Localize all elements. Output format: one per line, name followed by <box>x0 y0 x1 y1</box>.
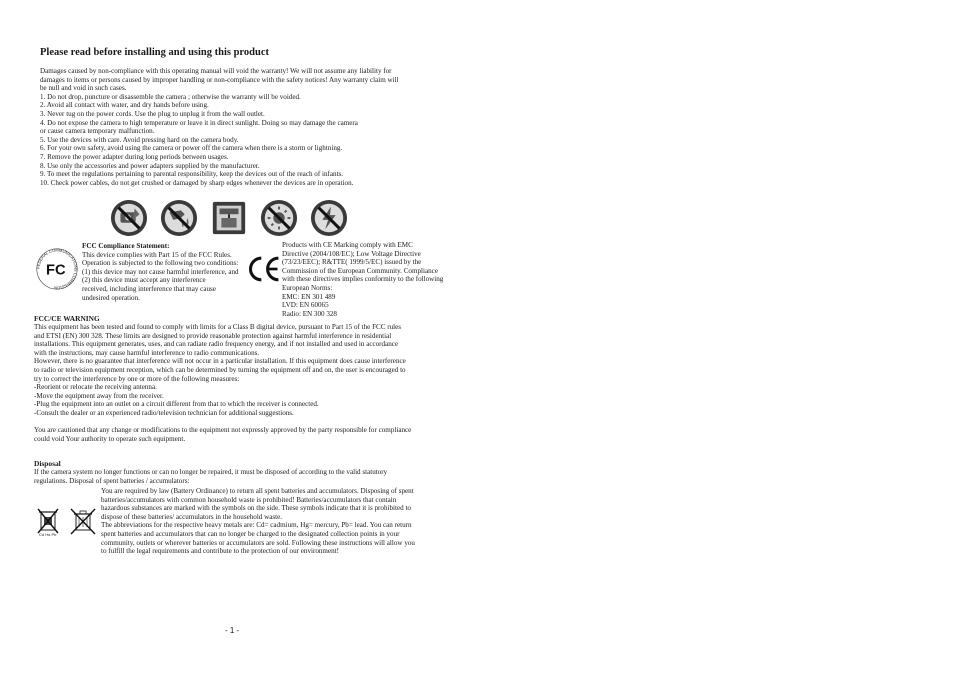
text-line: to radio or television equipment reception, which can be determined by turning the equipment off and on, the user is encouraged to <box>34 365 406 374</box>
text-line <box>34 418 411 427</box>
text-line: 8. Use only the accessories and power adapters supplied by the manufacturer. <box>40 161 260 170</box>
text-line: -Plug the equipment into an outlet on a circuit different from that to which the receiver is connected. <box>34 400 319 409</box>
text-line: with these directives implies conformity to the following <box>282 275 444 284</box>
text-line: community, outlets or wherever batteries or accumulators are sold. Following these instructions will allow you <box>101 538 415 547</box>
text-line: 3. Never tug on the power cords. Use the plug to unplug it from the wall outlet. <box>40 109 265 118</box>
no-lightning-icon <box>310 199 348 237</box>
text-line: hazardous substances are marked with the symbols on the side. These symbols indicate that it is prohibited to <box>101 504 411 513</box>
text-line: If the camera system no longer functions or can no longer be repaired, it must be disposed of according to the valid statutory <box>34 468 388 476</box>
text-line: You are cautioned that any change or modifications to the equipment not expressly approved by the party responsible for compliance <box>34 426 412 435</box>
text-line: dispose of these batteries/ accumulators in the household waste. <box>101 512 283 521</box>
text-line: received, including interference that may cause <box>82 284 216 293</box>
fcc-logo-icon <box>34 246 80 292</box>
text-line: -Move the equipment away from the receiver. <box>34 391 164 400</box>
crossed-bin-battery-icon <box>36 506 62 536</box>
text-line: or cause camera temporary malfunction. <box>40 127 155 136</box>
text-line: 9. To meet the regulations pertaining to parental responsibility, keep the devices out of the reach of infants. <box>40 170 344 179</box>
text-line: with the instructions, may cause harmful interference to radio communications. <box>34 348 260 357</box>
text-line: 2. Avoid all contact with water, and dry hands before using. <box>40 101 209 110</box>
no-pull-cord-icon <box>210 199 248 237</box>
text-line: The abbreviations for the respective heavy metals are: Cd= cadmium, Hg= mercury, Pb= lead. You can return <box>101 521 412 530</box>
no-water-icon <box>160 199 198 237</box>
fcc-compliance-statement <box>82 242 239 302</box>
text-line: 7. Remove the power adapter during long periods between usages. <box>40 152 229 161</box>
text-line: You are required by law (Battery Ordinance) to return all spent batteries and accumulators. Disposing of spent <box>101 487 414 495</box>
text-line: batteries/accumulators with common household waste is prohibited! Batteries/accumulators that contain <box>101 495 397 504</box>
text-line: Commission of the European Community. Compliance <box>282 266 438 275</box>
warning-icons <box>110 199 356 237</box>
text-line: Damages caused by non-compliance with this operating manual will void the warranty! We will not assume any liability for <box>40 67 392 75</box>
fcc-compliance-heading: FCC Compliance Statement: <box>82 242 170 250</box>
text-line: Operation is subjected to the following two conditions: <box>82 259 239 268</box>
text-line: -Consult the dealer or an experienced radio/television technician for additional suggestions. <box>34 408 294 417</box>
ce-mark-icon <box>246 254 282 284</box>
page-title: Please read before installing and using this product <box>40 47 269 58</box>
disposal-icons <box>36 506 98 536</box>
text-line: (2) this device must accept any interference <box>82 276 206 285</box>
text-line: Directive (2004/108/EC); Low Voltage Directive <box>282 249 421 258</box>
text-line: This equipment has been tested and found to comply with limits for a Class B digital device, pursuant to Part 15 of the FCC rules <box>34 323 402 331</box>
text-line: -Reorient or relocate the receiving antenna. <box>34 383 157 392</box>
fcc-ce-warning-text <box>34 323 411 443</box>
ce-marking-text <box>282 241 443 318</box>
crossed-bin-icon <box>68 506 98 536</box>
text-line: try to correct the interference by one or more of the following measures: <box>34 374 240 383</box>
no-sunlight-icon <box>260 199 298 237</box>
text-line: This device complies with Part 15 of the FCC Rules. <box>82 250 232 259</box>
text-line: (73/23/EEC); R&TTE( 1999/5/EC) issued by the <box>282 258 422 267</box>
no-disassemble-icon <box>110 199 148 237</box>
text-line: European Norms: <box>282 283 333 292</box>
text-line: undesired operation. <box>82 293 140 302</box>
svg-text:Cd Hg Pb: Cd Hg Pb <box>39 532 57 536</box>
text-line: (1) this device may not cause harmful interference, and <box>82 267 239 276</box>
intro-text <box>40 67 440 187</box>
disposal-body-text <box>101 487 415 556</box>
text-line: installations. This equipment generates, uses, and can radiate radio frequency energy, and if not installed and used in accordance <box>34 340 399 349</box>
svg-text:FEDERAL COMMUNICATIONS COMMISS: FEDERAL COMMUNICATIONS COMMISSION <box>35 247 79 291</box>
text-line: However, there is no guarantee that interference will not occur in a particular installation. If this equipment does cause interference <box>34 357 406 366</box>
text-line: 1. Do not drop, puncture or disassemble the camera ; otherwise the warranty will be voided. <box>40 92 301 101</box>
text-line: be null and void in such cases. <box>40 84 127 93</box>
text-line: and ETSI (EN) 300 328. These limits are designed to provide reasonable protection against harmful interference in residential <box>34 331 392 340</box>
text-line: Radio: EN 300 328 <box>282 309 337 318</box>
disposal-heading: Disposal <box>34 459 61 468</box>
text-line: 5. Use the devices with care. Avoid pressing hard on the camera body. <box>40 135 239 144</box>
text-line: regulations. Disposal of spent batteries / accumulators: <box>34 476 190 485</box>
svg-text:FC: FC <box>45 262 66 279</box>
text-line: 4. Do not expose the camera to high temperature or leave it in direct sunlight. Doing so may damage the camera <box>40 118 358 127</box>
text-line: LVD: EN 60065 <box>282 301 329 310</box>
text-line: Products with CE Marking comply with EMC <box>282 241 413 249</box>
text-line: could void Your authority to operate such equipment. <box>34 434 186 443</box>
fcc-ce-warning-heading: FCC/CE WARNING <box>34 314 100 323</box>
disposal-intro-text <box>34 468 387 485</box>
text-line: 10. Check power cables, do not get crushed or damaged by sharp edges whenever the devices are in operation. <box>40 178 354 187</box>
text-line: 6. For your own safety, avoid using the camera or power off the camera when there is a storm or lightning. <box>40 144 343 153</box>
text-line: EMC: EN 301 489 <box>282 292 336 301</box>
text-line: to fulfill the legal requirements and contribute to the protection of our environment! <box>101 547 339 556</box>
text-line: damages to items or persons caused by improper handling or non-compliance with the safety notices! Any warranty claim will <box>40 75 399 84</box>
page-number: - 1 - <box>225 626 240 635</box>
text-line: spent batteries and accumulators that can no longer be charged to the designated collection points in your <box>101 529 400 538</box>
